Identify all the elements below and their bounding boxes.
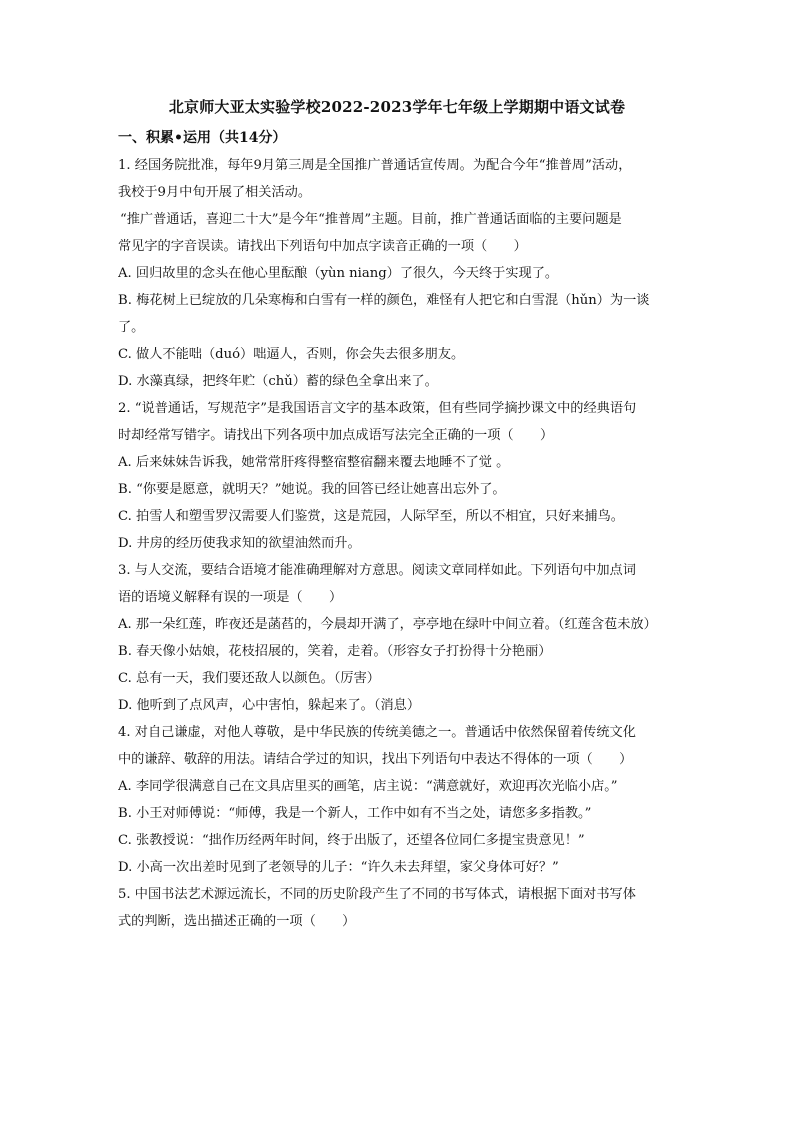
section-heading: 一、积累•运用（共14分） [118,130,287,146]
text-line: C. 总有一天，我们要还敌人以颜色。（厉害） [118,671,380,686]
text-line: 1. 经国务院批准，每年9月第三周是全国推广普通话宣传周。为配合今年“推普周”活动， [118,158,632,173]
text-line: 我校于9月中旬开展了相关活动。 [118,185,312,200]
text-line: D. 水藻真绿，把终年贮（chǔ）蓄的绿色全拿出来了。 [118,374,438,389]
text-line: A. 李同学很满意自己在文具店里买的画笔，店主说：“满意就好，欢迎再次光临小店。” [118,779,618,794]
text-line: 式的判断，选出描述正确的一项（ ） [118,914,356,929]
text-line: A. 后来妹妹告诉我，她常常肝疼得整宿整宿翻来覆去地睡不了觉 。 [118,455,510,470]
text-line: 时却经常写错字。请找出下列各项中加点成语写法完全正确的一项（ ） [118,428,554,443]
text-line: 了。 [118,320,145,335]
page-title: 北京师大亚太实验学校2022-2023学年七年级上学期期中语文试卷 [168,98,626,116]
text-line: D. 井房的经历使我求知的欲望油然而升。 [118,536,361,551]
text-line: B. 春天像小姑娘，花枝招展的，笑着，走着。（形容女子打扮得十分艳丽） [118,644,552,659]
text-line: A. 回归故里的念头在他心里酝酿（yùn niang）了很久，今天终于实现了。 [118,266,559,281]
text-line: 3. 与人交流，要结合语境才能准确理解对方意思。阅读文章同样如此。下列语句中加点词 [118,563,636,578]
text-line: 中的谦辞、敬辞的用法。请结合学过的知识，找出下列语句中表达不得体的一项（ ） [118,752,633,767]
text-line: C. 张教授说：“拙作历经两年时间，终于出版了，还望各位同仁多提宝贵意见！” [118,833,585,848]
text-line: 5. 中国书法艺术源远流长，不同的历史阶段产生了不同的书写体式，请根据下面对书写体 [118,887,636,902]
text-line: 4. 对自己谦虚，对他人尊敬，是中华民族的传统美德之一。普通话中依然保留着传统文化 [118,725,636,740]
text-line: 2. “说普通话，写规范字”是我国语言文字的基本政策，但有些同学摘抄课文中的经典语句 [118,401,637,416]
text-line: D. 小高一次出差时见到了老领导的儿子：“许久未去拜望，家父身体可好？” [118,860,559,875]
text-line: 语的语境义解释有误的一项是（ ） [118,590,343,605]
text-line: B. 梅花树上已绽放的几朵寒梅和白雪有一样的颜色，难怪有人把它和白雪混（hǔn）为一谈 [118,293,650,308]
text-line: B. 小王对师傅说：“师傅，我是一个新人，工作中如有不当之处，请您多多指教。” [118,806,592,821]
document-body [118,125,684,935]
text-line: B. “你要是愿意，就明天？”她说。我的回答已经让她喜出忘外了。 [118,482,506,497]
text-line: C. 拍雪人和塑雪罗汉需要人们鉴赏，这是荒园，人际罕至，所以不相宜，只好来捕鸟。 [118,509,624,524]
text-line: C. 做人不能咄（duó）咄逼人，否则，你会失去很多朋友。 [118,347,465,362]
text-line: 常见字的字音误读。请找出下列语句中加点字读音正确的一项（ ） [118,239,527,254]
text-line: “推广普通话，喜迎二十大”是今年“推普周”主题。目前，推广普通话面临的主要问题是 [120,212,622,227]
text-line: A. 那一朵红莲，昨夜还是菡萏的，今晨却开满了，亭亭地在绿叶中间立着。（红莲含苞未放） [118,617,657,632]
text-line: D. 他听到了点风声，心中害怕，躲起来了。（消息） [118,698,421,713]
